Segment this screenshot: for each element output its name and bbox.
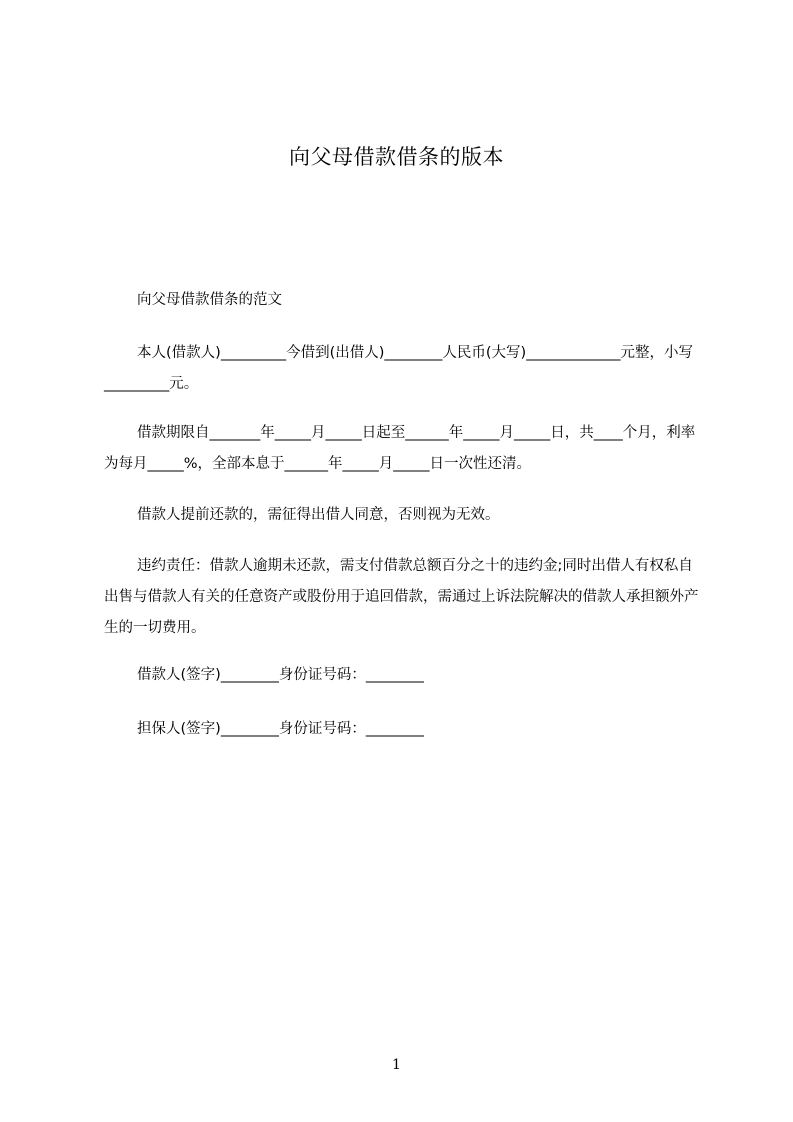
page-number: 1 (392, 1057, 401, 1073)
paragraph-borrower-amount: 本人(借款人)_________今借到(出借人)________人民币(大写)_____________元整，小写_________元。 (104, 345, 693, 392)
document-title: 向父母借款借条的版本 (289, 145, 504, 169)
paragraph-heading: 向父母借款借条的范文 (137, 292, 282, 308)
paragraph-borrower-signature: 借款人(签字)________身份证号码：________ (137, 667, 424, 683)
paragraph-loan-term: 借款期限自_______年_____月_____日起至______年_____月_____日，共____个月，利率为每月_____%，全部本息于______年_____月_____日一次性还清。 (104, 425, 696, 472)
paragraph-breach-liability: 违约责任：借款人逾期未还款，需支付借款总额百分之十的违约金;同时出借人有权私自出售与借款人有关的任意资产或股份用于追回借款，需通过上诉法院解决的借款人承担额外产生的一切费用。 (104, 558, 699, 636)
paragraph-early-repayment: 借款人提前还款的，需征得出借人同意，否则视为无效。 (137, 507, 500, 523)
paragraph-guarantor-signature: 担保人(签字)________身份证号码：________ (137, 721, 424, 737)
